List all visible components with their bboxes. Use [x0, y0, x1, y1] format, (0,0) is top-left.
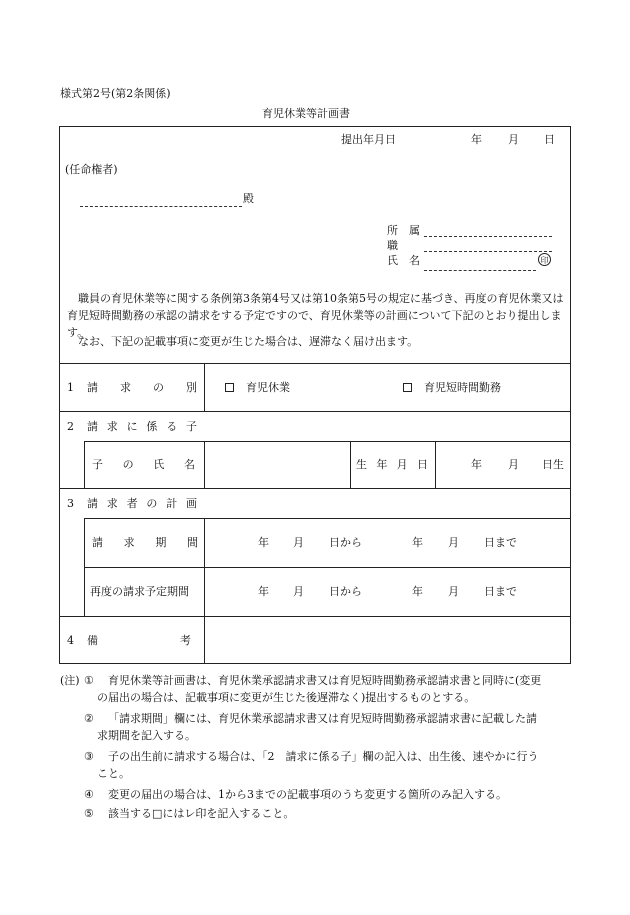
- childcare-leave-label: 育児休業: [246, 381, 290, 394]
- period-start-year: 年: [258, 536, 269, 549]
- name-field[interactable]: [424, 270, 536, 271]
- note-mark: ④: [84, 788, 94, 801]
- childcare-leave-checkbox[interactable]: [225, 383, 234, 392]
- note-mark: ②: [84, 712, 94, 725]
- note-line: 求期間を記入する。: [97, 729, 196, 742]
- child-name-label: 子 の 氏 名: [92, 458, 195, 471]
- section2-number: 2: [67, 420, 74, 433]
- notes-prefix: (注): [60, 674, 80, 687]
- note-line: 育児休業等計画書は、育児休業承認請求書又は育児短時間勤務承認請求書と同時に(変更: [108, 674, 542, 687]
- period-end-year: 年: [412, 536, 423, 549]
- birth-date-label: 生 年 月 日: [356, 458, 428, 471]
- appointing-authority: (任命権者): [65, 163, 118, 176]
- period-end-month: 月: [448, 536, 459, 549]
- submission-date-label: 提出年月日: [341, 133, 396, 146]
- note-line: の届出の場合は、記載事項に変更が生じた後遅滞なく)提出するものとする。: [97, 691, 476, 704]
- note-line: 「請求期間」欄には、育児休業承認請求書又は育児短時間勤務承認請求書に記載した請: [108, 712, 537, 725]
- authority-name-field[interactable]: [80, 206, 242, 207]
- row-divider: [59, 411, 571, 412]
- reperiod-start-day: 日から: [329, 585, 362, 598]
- section2-label: 請 求 に 係 る 子: [87, 420, 197, 433]
- section4-number: 4: [67, 634, 74, 647]
- form-number: 様式第2号(第2条関係): [60, 87, 171, 100]
- date-year: 年: [471, 133, 482, 146]
- section1-label: 請 求 の 別: [87, 381, 197, 394]
- birth-day: 日生: [542, 458, 564, 471]
- name-label: 氏 名: [387, 254, 420, 267]
- reperiod-end-year: 年: [412, 585, 423, 598]
- col-divider: [435, 441, 436, 488]
- section3-label: 請 求 者 の 計 画: [87, 497, 197, 510]
- dono-honorific: 殿: [243, 192, 254, 205]
- note-mark: ③: [84, 750, 94, 763]
- col-divider: [84, 518, 85, 616]
- position-label: 職: [387, 239, 398, 252]
- note-mark: ⑤: [84, 807, 94, 820]
- child-name-field[interactable]: [205, 442, 349, 487]
- affiliation-label: 所 属: [387, 224, 420, 237]
- remarks-field[interactable]: [205, 617, 570, 663]
- re-request-period-label: 再度の請求予定期間: [90, 585, 189, 598]
- position-field[interactable]: [424, 251, 552, 252]
- date-day: 日: [544, 133, 555, 146]
- section1-number: 1: [67, 381, 74, 394]
- period-end-day: 日まで: [484, 536, 517, 549]
- reperiod-end-day: 日まで: [484, 585, 517, 598]
- reperiod-start-month: 月: [293, 585, 304, 598]
- row-divider: [59, 488, 571, 489]
- date-month: 月: [508, 133, 519, 146]
- row-divider: [59, 363, 571, 364]
- birth-year: 年: [471, 458, 482, 471]
- note-line: 変更の届出の場合は、1から3までの記載事項のうち変更する箇所のみ記入する。: [108, 788, 507, 801]
- col-divider: [350, 441, 351, 488]
- reperiod-start-year: 年: [258, 585, 269, 598]
- note-line: こと。: [97, 767, 130, 780]
- note-line: 子の出生前に請求する場合は、「2 請求に係る子」欄の記入は、出生後、速やかに行う: [108, 750, 539, 763]
- seal-mark: 印: [538, 253, 551, 266]
- row-divider: [84, 567, 571, 568]
- note-mark: ①: [84, 674, 94, 687]
- period-start-month: 月: [293, 536, 304, 549]
- col-divider: [204, 363, 205, 411]
- section4-label: 備 考: [87, 634, 191, 647]
- col-divider: [84, 441, 85, 488]
- short-time-work-checkbox[interactable]: [403, 383, 412, 392]
- notice-paragraph: なお、下記の記載事項に変更が生じた場合は、遅滞なく届け出ます。: [78, 335, 419, 348]
- short-time-work-label: 育児短時間勤務: [424, 381, 501, 394]
- document-title: 育児休業等計画書: [262, 107, 350, 120]
- affiliation-field[interactable]: [424, 236, 552, 237]
- reperiod-end-month: 月: [448, 585, 459, 598]
- row-divider: [84, 518, 571, 519]
- request-period-label: 請 求 期 間: [92, 536, 198, 549]
- declaration-paragraph: 職員の育児休業等に関する条例第3条第4号又は第10条第5号の規定に基づき、再度の育児休業又は育児短時間勤務の承認の請求をする予定ですので、育児休業等の計画について下記のとおり提出します。: [67, 292, 564, 339]
- note-line: 該当する□にはレ印を記入すること。: [108, 807, 295, 820]
- birth-month: 月: [508, 458, 519, 471]
- section3-number: 3: [67, 497, 74, 510]
- period-start-day: 日から: [329, 536, 362, 549]
- col-divider: [204, 518, 205, 616]
